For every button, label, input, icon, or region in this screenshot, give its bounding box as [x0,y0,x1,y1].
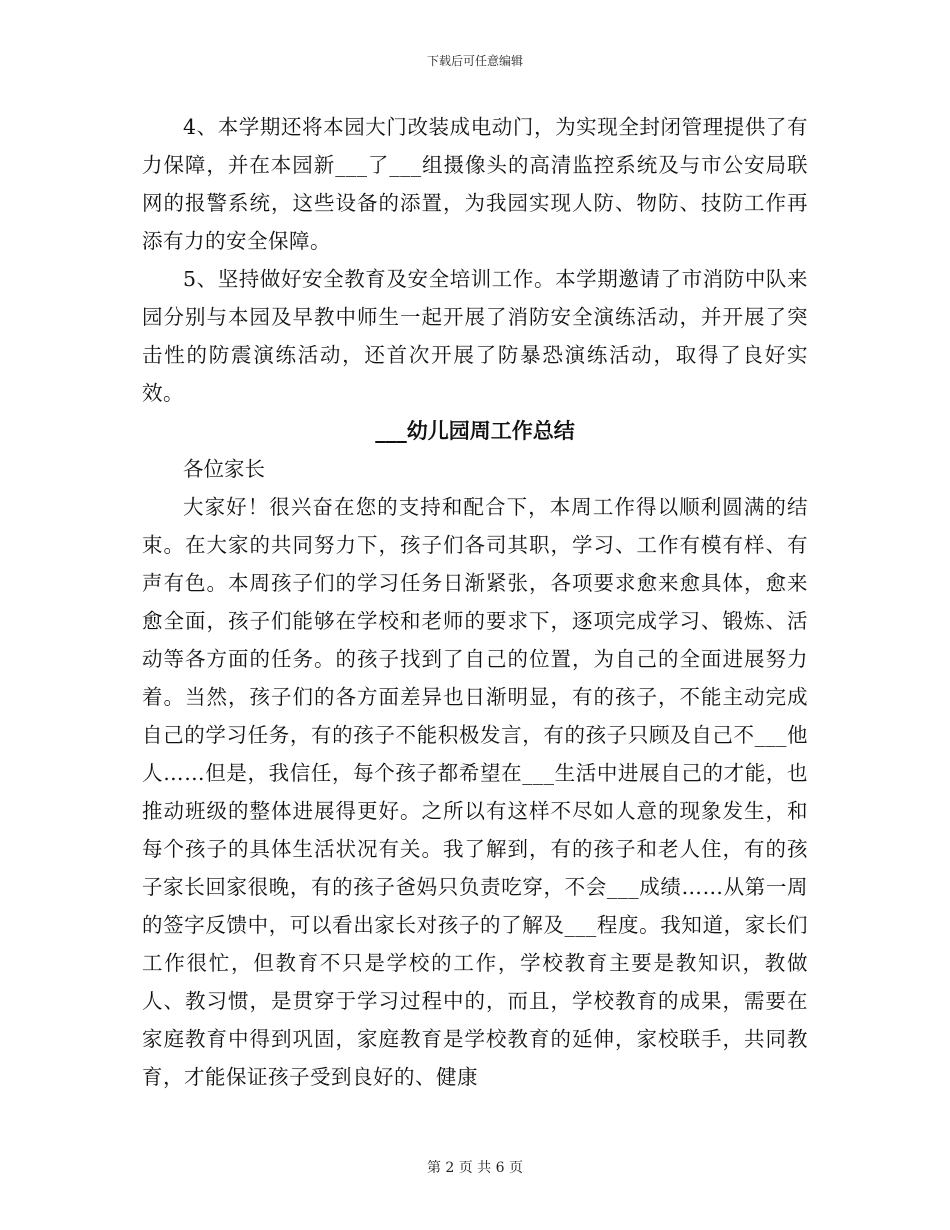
document-body [142,108,808,1096]
paragraph-item-4: 4、本学期还将本园大门改装成电动门，为实现全封闭管理提供了有力保障，并在本园新___了___组摄像头的高清监控系统及与市公安局联网的报警系统，这些设备的添置，为我园实现人防、物防、技防工作再添有力的安全保障。 [142,115,808,253]
page-header-note: 下载后可任意编辑 [426,54,523,68]
salutation: 各位家长 [183,457,265,481]
page-number: 第 2 页 共 6 页 [426,1160,524,1176]
document-title: ___幼儿园周工作总结 [375,418,575,443]
letter-paragraph: 大家好！很兴奋在您的支持和配合下，本周工作得以顺利圆满的结束。在大家的共同努力下，孩子们各司其职，学习、工作有模有样、有声有色。本周孩子们的学习任务日渐紧张，各项要求愈来愈具体，愈来愈全面，孩子们能够在学校和老师的要求下，逐项完成学习、锻炼、活动等各方面的任务。的孩子找到了自己的位置，为自己的全面进展努力着。当然，孩子们的各方面差异也日渐明显，有的孩子，不能主动完成自己的学习任务，有的孩子不能积极发言，有的孩子只顾及自己不___他人……但是，我信任，每个孩子都希望在___生活中进展自己的才能，也推动班级的整体进展得更好。之所以有这样不尽如人意的现象发生，和每个孩子的具体生活状况有关。我了解到，有的孩子和老人住，有的孩子家长回家很晚，有的孩子爸妈只负责吃穿，不会___成绩……从第一周的签字反馈中，可以看出家长对孩子的了解及___程度。我知道，家长们工作很忙，但教育不只是学校的工作，学校教育主要是教知识，教做人、教习惯，是贯穿于学习过程中的，而且，学校教育的成果，需要在家庭教育中得到巩固，家庭教育是学校教育的延伸，家校联手，共同教育，才能保证孩子受到良好的、健康 [142,495,808,1089]
paragraph-item-5: 5、坚持做好安全教育及安全培训工作。本学期邀请了市消防中队来园分别与本园及早教中师生一起开展了消防安全演练活动，并开展了突击性的防震演练活动，还首次开展了防暴恐演练活动，取得了良好实效。 [142,267,808,405]
